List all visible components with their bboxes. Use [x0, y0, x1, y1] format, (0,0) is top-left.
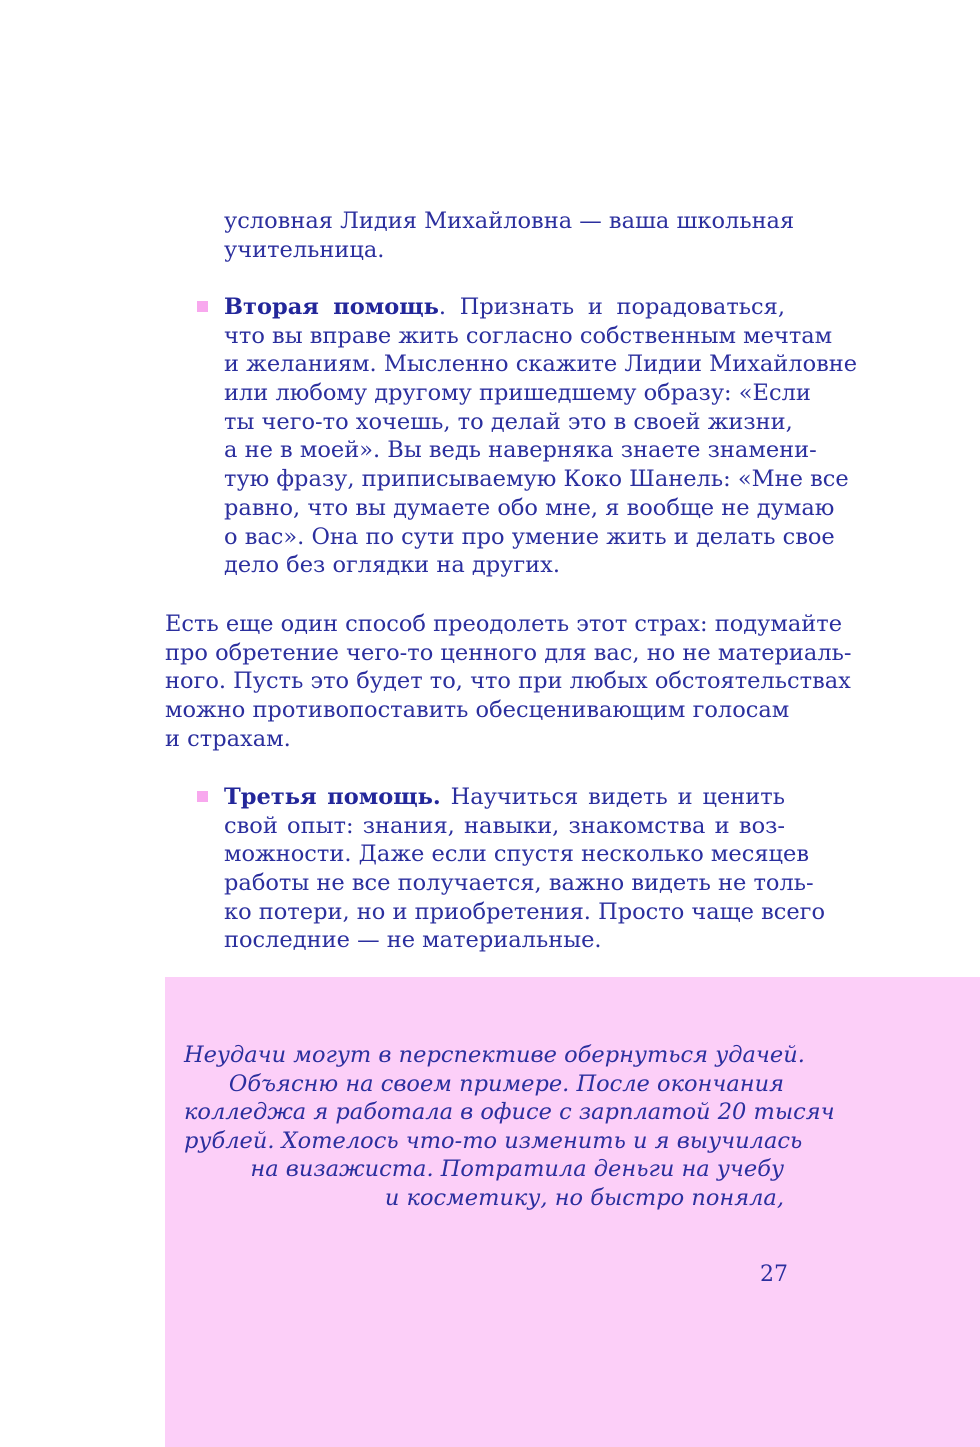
- quote-line: колледжа я работала в офисе с зарплатой 20 тысяч: [184, 1099, 835, 1125]
- page-number: 27: [760, 1262, 788, 1287]
- quote-line: на визажиста. Потратила деньги на учебу: [250, 1156, 784, 1182]
- quote-line: рублей. Хотелось что-то изменить и я выучилась: [184, 1127, 803, 1154]
- text-line: работы не все получается, важно видеть не толь-: [224, 870, 814, 897]
- text-line: равно, что вы думаете обо мне, я вообще не думаю: [224, 494, 835, 521]
- text-line: можности. Даже если спустя несколько месяцев: [224, 841, 809, 868]
- text-line: дело без оглядки на других.: [224, 552, 561, 579]
- text-line: и страхам.: [165, 725, 291, 752]
- text-line: ного. Пусть это будет то, что при любых обстоятельствах: [165, 668, 851, 695]
- text-line: а не в моей». Вы ведь наверняка знаете знамени-: [224, 437, 817, 464]
- quote-line: Объясню на своем примере. После окончания: [228, 1070, 784, 1097]
- text-line: последние — не материальные.: [224, 927, 602, 954]
- text-line: про обретение чего-то ценного для вас, но не материаль-: [165, 639, 852, 666]
- quote-line: и косметику, но быстро поняла,: [384, 1184, 784, 1211]
- text-line: свой опыт: знания, навыки, знакомства и воз-: [224, 812, 785, 839]
- bullet-third-help: [224, 783, 825, 955]
- body-paragraph: [165, 610, 852, 753]
- bullet-square-icon: [197, 791, 208, 802]
- text-line: Вторая помощь. Признать и порадоваться,: [224, 294, 785, 320]
- text-line: или любому другому пришедшему образу: «Если: [224, 380, 811, 407]
- text-line: ко потери, но и приобретения. Просто чаще всего: [224, 898, 825, 925]
- continuation-paragraph: [224, 207, 795, 264]
- bullet-lead: Вторая помощь: [224, 294, 439, 320]
- text-line: о вас». Она по сути про умение жить и делать свое: [224, 523, 835, 550]
- text-line: тую фразу, приписываемую Коко Шанель: «Мне все: [224, 466, 849, 493]
- text-line: условная Лидия Михайловна — ваша школьная: [224, 208, 795, 234]
- quote-text: [184, 1041, 835, 1212]
- bullet-second-help: [224, 293, 858, 580]
- bullet-lead: Третья помощь.: [224, 784, 441, 810]
- text-line: Есть еще один способ преодолеть этот страх: подумайте: [165, 611, 843, 637]
- bullet-square-icon: [197, 301, 208, 312]
- text-line: учительница.: [224, 236, 385, 263]
- text-line: и желаниям. Мысленно скажите Лидии Михайловне: [224, 351, 858, 378]
- text-line: что вы вправе жить согласно собственным мечтам: [224, 322, 833, 349]
- text-line: ты чего-то хочешь, то делай это в своей жизни,: [224, 408, 793, 435]
- text-line: Третья помощь. Научиться видеть и ценить: [224, 784, 786, 810]
- text-line: можно противопоставить обесценивающим голосам: [165, 697, 790, 724]
- quote-line: Неудачи могут в перспективе обернуться удачей.: [184, 1042, 805, 1068]
